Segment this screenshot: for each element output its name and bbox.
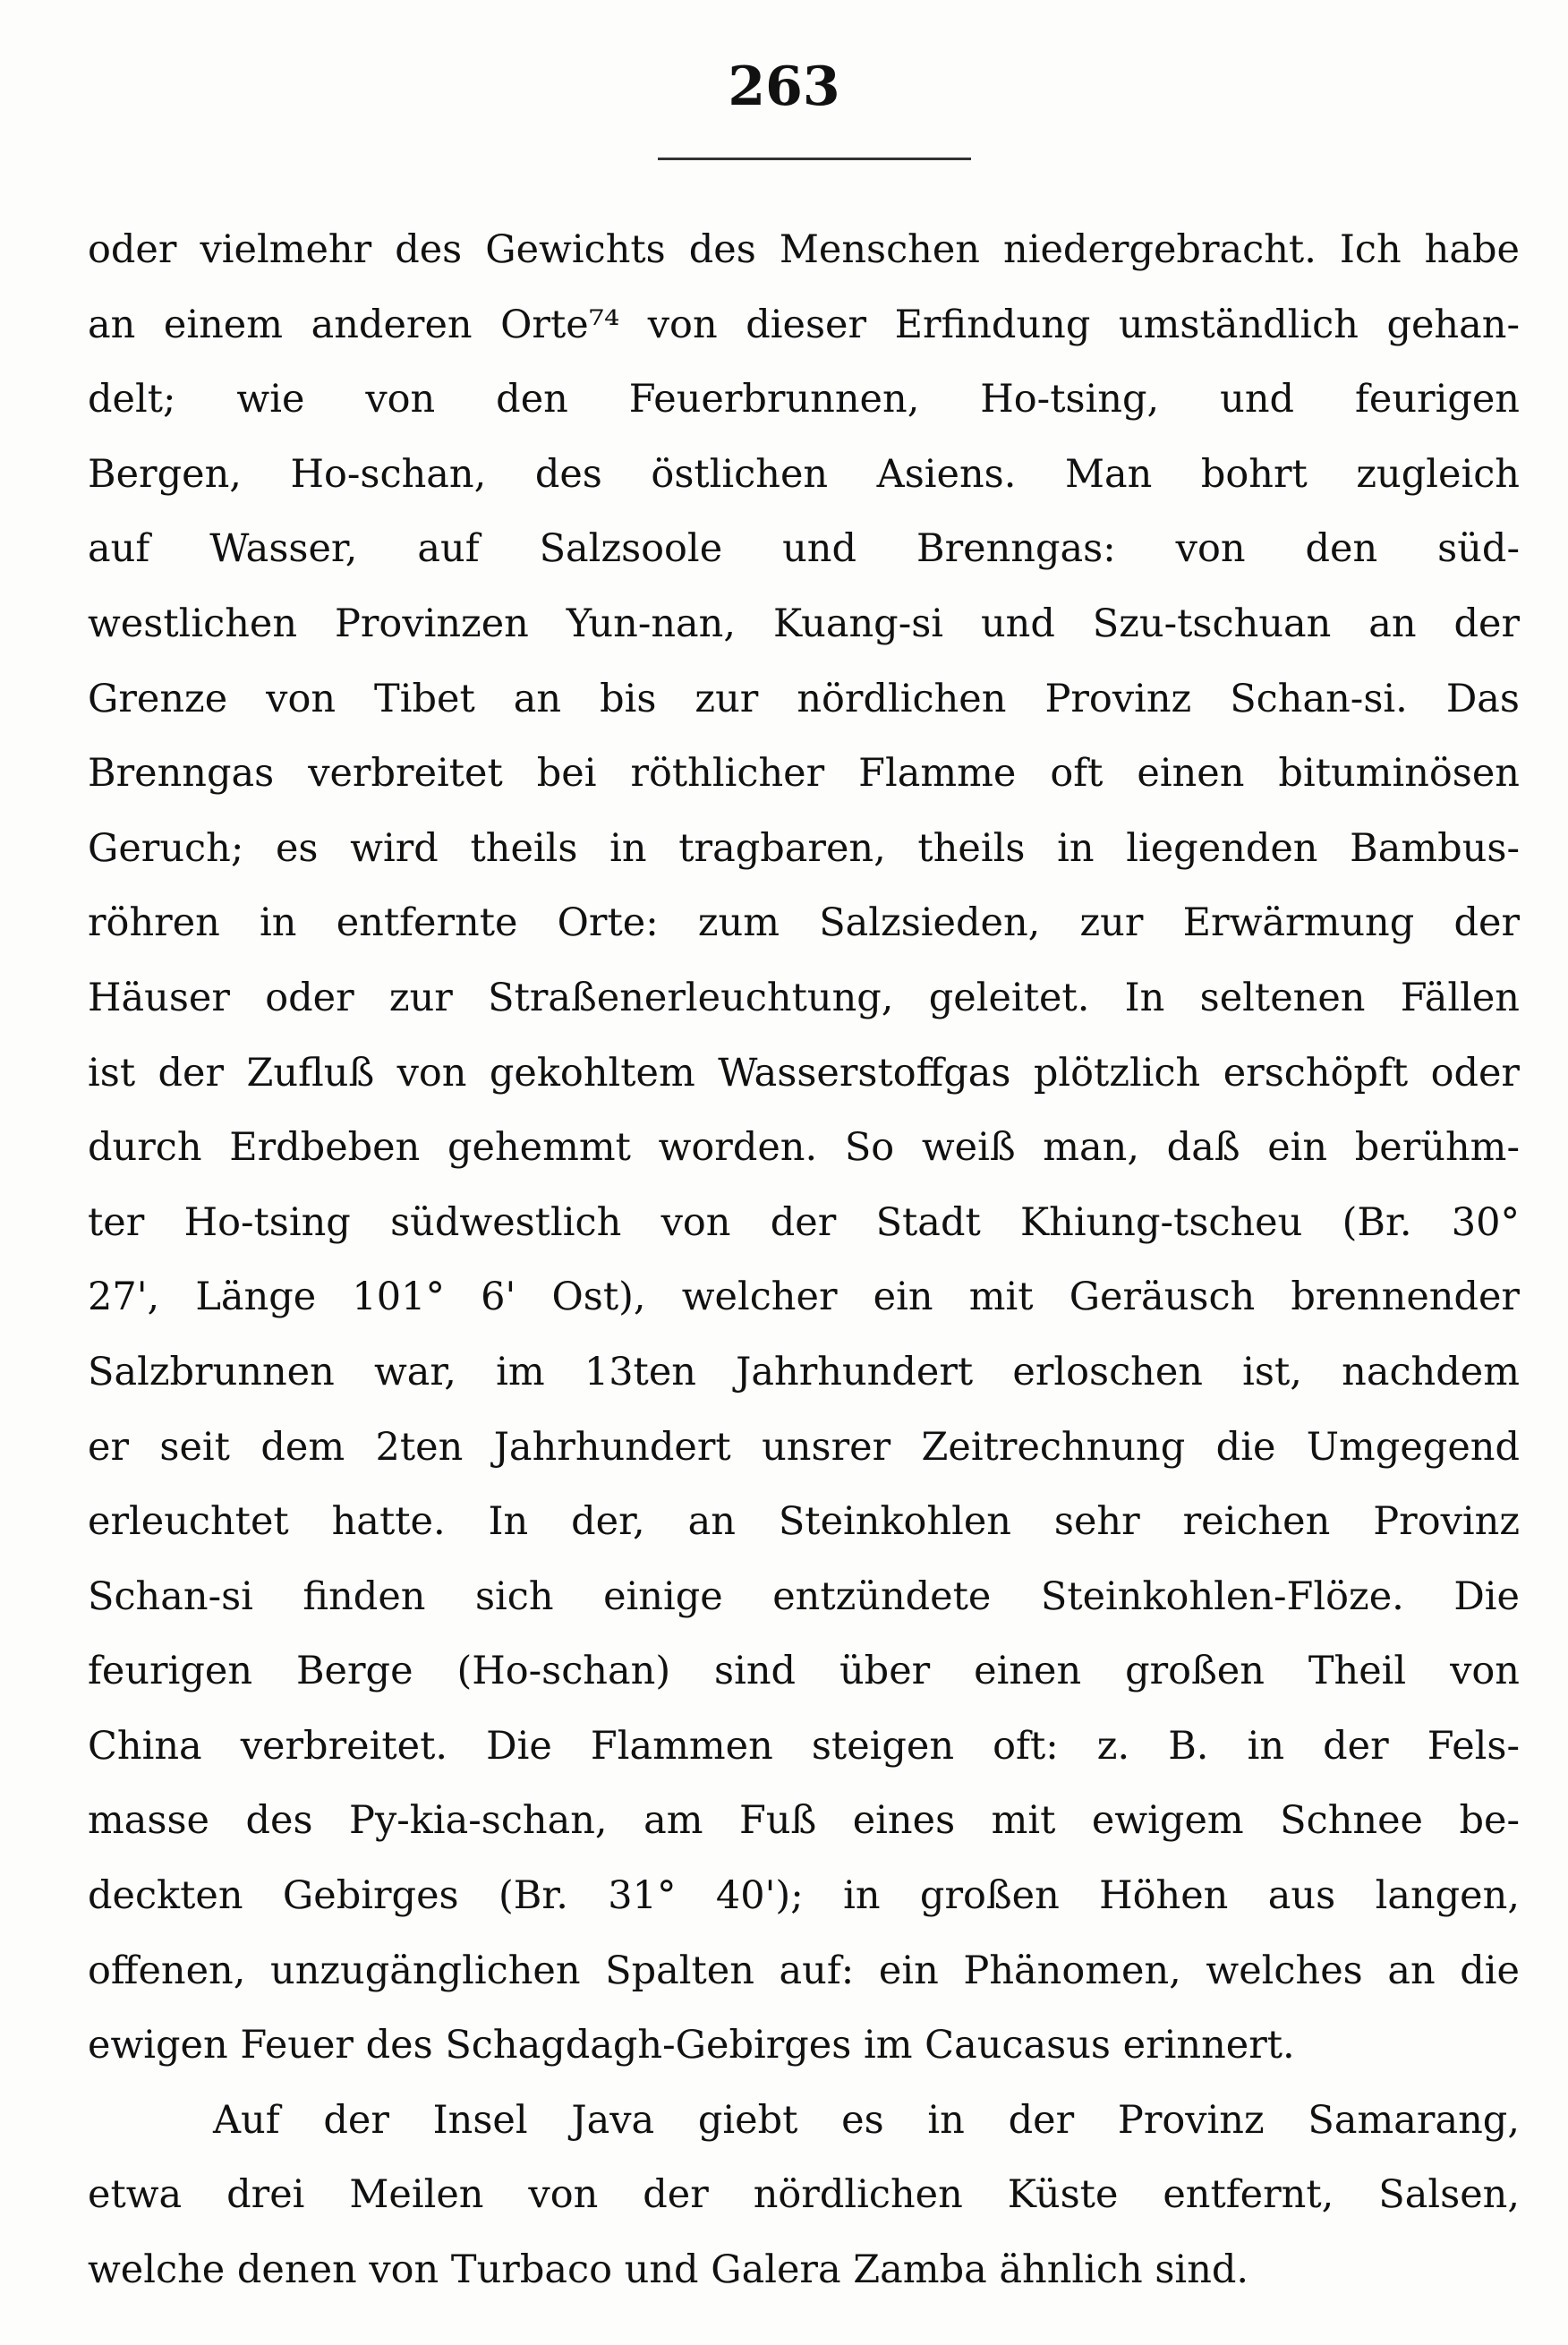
paragraph — [88, 2084, 1520, 2308]
text-line: auf Wasser, auf Salzsoole und Brenngas: von den süd- — [88, 526, 1520, 572]
text-line: delt; wie von den Feuerbrunnen, Ho-tsing, und feurigen — [88, 377, 1520, 422]
paragraph — [88, 213, 1520, 2084]
text-line: Salzbrunnen war, im 13ten Jahrhundert erloschen ist, nachdem — [88, 1349, 1520, 1394]
text-line: ter Ho-tsing südwestlich von der Stadt Khiung-tscheu (Br. 30° — [88, 1199, 1520, 1245]
text-line: Grenze von Tibet an bis zur nördlichen Provinz Schan-si. Das — [88, 676, 1520, 721]
text-line: oder vielmehr des Gewichts des Menschen niedergebracht. Ich habe — [88, 227, 1520, 272]
text-line: etwa drei Meilen von der nördlichen Küste entfernt, Salsen, — [88, 2172, 1520, 2218]
header-rule — [658, 158, 971, 160]
text-line: röhren in entfernte Orte: zum Salzsieden, zur Erwärmung der — [88, 900, 1520, 946]
text-line: ewigen Feuer des Schagdagh-Gebirges im Caucasus erinnert. — [88, 2023, 1295, 2068]
text-line: erleuchtet hatte. In der, an Steinkohlen sehr reichen Provinz — [88, 1499, 1520, 1545]
text-line: masse des Py-kia-schan, am Fuß eines mit ewigem Schnee be- — [88, 1798, 1520, 1844]
text-line: er seit dem 2ten Jahrhundert unsrer Zeitrechnung die Umgegend — [88, 1424, 1520, 1470]
text-line: 27', Länge 101° 6' Ost), welcher ein mit Geräusch brennender — [88, 1275, 1520, 1320]
text-line: Häuser oder zur Straßenerleuchtung, geleitet. In seltenen Fällen — [88, 975, 1520, 1020]
page-number: 263 — [728, 55, 840, 118]
text-line: feurigen Berge (Ho-schan) sind über einen großen Theil von — [88, 1649, 1520, 1694]
body-text — [88, 213, 1520, 2308]
text-line: westlichen Provinzen Yun-nan, Kuang-si und Szu-tschuan an der — [88, 601, 1520, 646]
text-line: Brenngas verbreitet bei röthlicher Flamme oft einen bituminösen — [88, 751, 1520, 797]
text-line: Schan-si finden sich einige entzündete Steinkohlen-Flöze. Die — [88, 1573, 1520, 1619]
text-line: China verbreitet. Die Flammen steigen oft: z. B. in der Fels- — [88, 1723, 1520, 1769]
text-line: Auf der Insel Java giebt es in der Provinz Samarang, — [213, 2097, 1520, 2143]
text-line: offenen, unzugänglichen Spalten auf: ein Phänomen, welches an die — [88, 1948, 1520, 1993]
text-line: ist der Zufluß von gekohltem Wasserstoffgas plötzlich erschöpft oder — [88, 1050, 1520, 1096]
text-line: Geruch; es wird theils in tragbaren, theils in liegenden Bambus- — [88, 825, 1520, 871]
text-line: durch Erdbeben gehemmt worden. So weiß man, daß ein berühm- — [88, 1125, 1520, 1171]
text-line: welche denen von Turbaco und Galera Zamba ähnlich sind. — [88, 2247, 1249, 2293]
text-line: deckten Gebirges (Br. 31° 40'); in großen Höhen aus langen, — [88, 1873, 1520, 1919]
text-line: an einem anderen Orte⁷⁴ von dieser Erfindung umständlich gehan- — [88, 302, 1520, 347]
text-line: Bergen, Ho-schan, des östlichen Asiens. Man bohrt zugleich — [88, 451, 1520, 497]
